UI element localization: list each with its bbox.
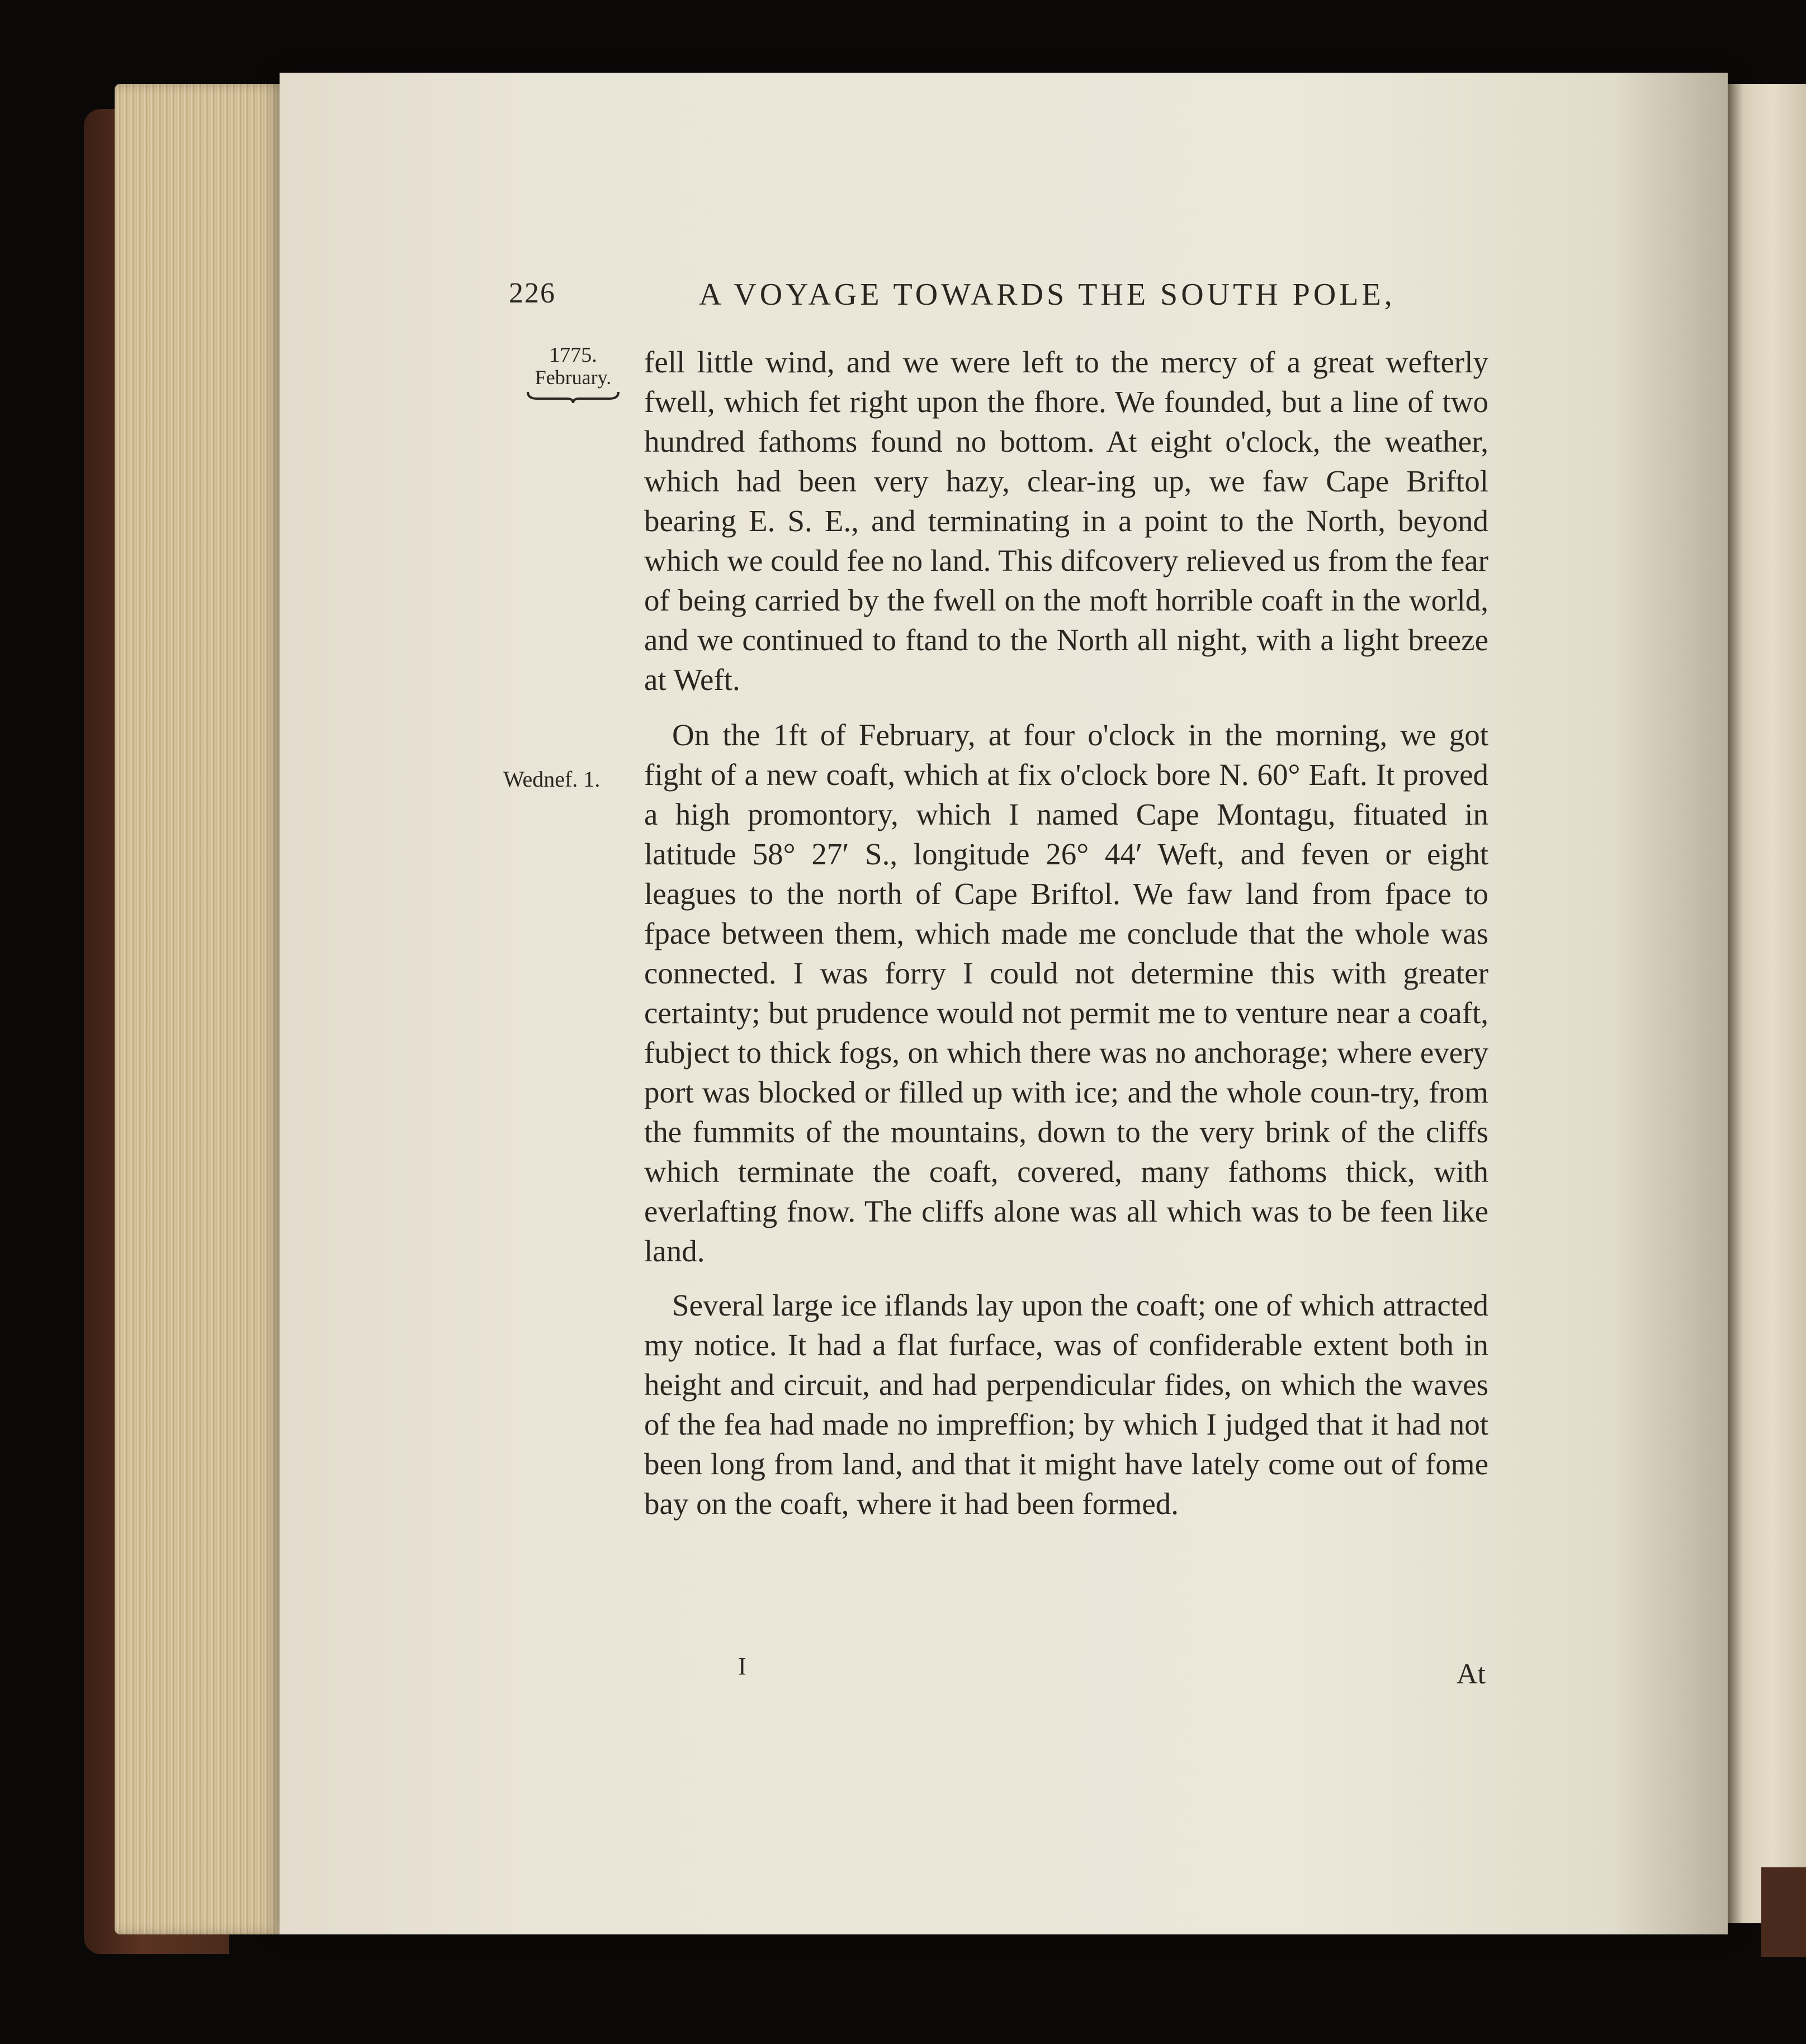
running-head — [509, 277, 1493, 327]
page-edges — [115, 84, 294, 1934]
margin-year: 1775. — [549, 343, 597, 367]
running-title: A VOYAGE TOWARDS THE SOUTH POLE, — [699, 277, 1396, 312]
paragraph-3: Several large ice iflands lay upon the coaft; one of which attracted my notice. It had a flat furface, was of confiderable extent both in height and circuit, and had perpendicular fides, on which the waves of the fea had made no impreffion; by which I judged that it had not been long from land, and that it might have lately come out of fome bay on the coaft, where it had been formed. — [644, 1288, 1488, 1521]
margin-day-note: Wednef. 1. — [503, 766, 601, 792]
paragraph-1: fell little wind, and we were left to the mercy of a great wefterly fwell, which fet right upon the fhore. We founded, but a line of two hundred fathoms found no bottom. At eight o'clock, the weather, which had been very hazy, clear-ing up, we faw Cape Briftol bearing E. S. E., and terminating in a point to the North, beyond which we could fee no land. This difcovery relieved us from the fear of being carried by the fwell on the moft horrible coaft in the world, and we continued to ftand to the North all night, with a light breeze at Weft. — [644, 345, 1488, 697]
paragraph-2: On the 1ft of February, at four o'clock in the morning, we got fight of a new coaft, which at fix o'clock bore N. 60° Eaft. It proved a high promontory, which I named Cape Montagu, fituated in latitude 58° 27′ S., longitude 26° 44′ Weft, and feven or eight leagues to the north of Cape Briftol. We faw land from fpace to fpace between them, which made me conclude that the whole was connected. I was forry I could not determine this with greater certainty; but prudence would not permit me to venture near a coaft, fubject to thick fogs, on which there was no anchorage; where every port was blocked or filled up with ice; and the whole coun-try, from the fummits of the mountains, down to the very brink of the cliffs which terminate the coaft, covered, many fathoms thick, with everlafting fnow. The cliffs alone was all which was to be feen like land. — [644, 718, 1488, 1268]
signature-mark: I — [738, 1653, 746, 1680]
book-cover-right — [1761, 1867, 1806, 1957]
page-number: 226 — [509, 277, 556, 309]
catchword: At — [1457, 1658, 1486, 1690]
facing-page-edge — [1722, 84, 1806, 1923]
margin-date-note — [523, 344, 623, 404]
brace-icon — [526, 391, 621, 404]
body-text — [644, 342, 1488, 1523]
margin-month: February. — [535, 366, 612, 389]
